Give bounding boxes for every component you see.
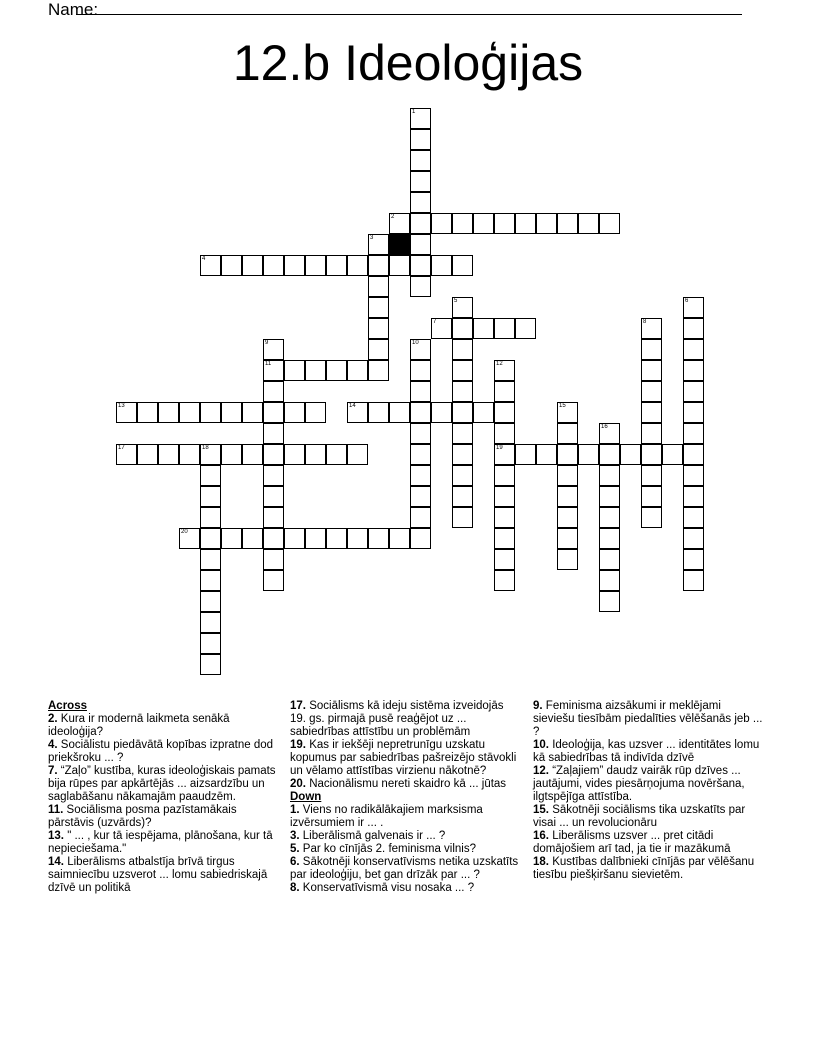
grid-cell[interactable] (263, 528, 284, 549)
across-clue: 20. Nacionālismu nereti skaidro kā ... jūtas (290, 778, 507, 790)
grid-cell[interactable] (410, 339, 431, 360)
grid-cell[interactable] (242, 528, 263, 549)
grid-cell[interactable] (263, 570, 284, 591)
grid-cell[interactable] (599, 486, 620, 507)
across-clue: 2. Kura ir modernā laikmeta senākā ideoloģija? (48, 713, 230, 738)
name-label: Name: (48, 0, 99, 19)
grid-cell[interactable] (263, 486, 284, 507)
grid-cell[interactable] (200, 507, 221, 528)
clue-number: 16 (601, 424, 608, 430)
grid-cell[interactable] (410, 108, 431, 129)
grid-cell[interactable] (263, 339, 284, 360)
grid-cell[interactable] (410, 381, 431, 402)
grid-cell[interactable] (641, 381, 662, 402)
grid-cell[interactable] (494, 381, 515, 402)
grid-cell[interactable] (368, 276, 389, 297)
grid-cell[interactable] (683, 444, 704, 465)
grid-cell[interactable] (641, 465, 662, 486)
grid-cell[interactable] (389, 213, 410, 234)
grid-cell[interactable] (410, 465, 431, 486)
grid-cell[interactable] (368, 318, 389, 339)
grid-cell[interactable] (263, 255, 284, 276)
grid-cell[interactable] (137, 444, 158, 465)
grid-cell[interactable] (452, 360, 473, 381)
grid-cell[interactable] (641, 339, 662, 360)
grid-cell[interactable] (263, 402, 284, 423)
clue-column-2 (290, 700, 522, 895)
grid-cell[interactable] (683, 360, 704, 381)
grid-cell[interactable] (599, 444, 620, 465)
grid-cell[interactable] (452, 213, 473, 234)
grid-cell[interactable] (242, 444, 263, 465)
grid-cell[interactable] (431, 255, 452, 276)
grid-cell[interactable] (179, 444, 200, 465)
grid-cell[interactable] (368, 255, 389, 276)
down-clue: 8. Konservatīvismā visu nosaka ... ? (290, 882, 475, 894)
grid-cell[interactable] (179, 402, 200, 423)
grid-cell[interactable] (536, 444, 557, 465)
grid-cell[interactable] (641, 318, 662, 339)
grid-cell[interactable] (515, 213, 536, 234)
clue-number: 14 (349, 403, 356, 409)
grid-cell[interactable] (515, 318, 536, 339)
grid-cell[interactable] (599, 213, 620, 234)
grid-cell[interactable] (557, 549, 578, 570)
grid-cell[interactable] (116, 444, 137, 465)
grid-cell[interactable] (557, 507, 578, 528)
clue-number: 2 (391, 214, 395, 220)
grid-cell[interactable] (494, 318, 515, 339)
grid-cell[interactable] (326, 528, 347, 549)
grid-cell[interactable] (641, 444, 662, 465)
grid-cell[interactable] (599, 465, 620, 486)
clue-number: 19 (496, 445, 503, 451)
grid-cell[interactable] (305, 528, 326, 549)
grid-cell[interactable] (200, 570, 221, 591)
down-clue: 6. Sākotnēji konservatīvisms netika uzskatīts par ideoloģiju, bet gan drīzāk par ... ? (290, 856, 519, 881)
grid-cell[interactable] (368, 339, 389, 360)
clue-number: 1 (412, 109, 416, 115)
grid-cell[interactable] (410, 423, 431, 444)
grid-cell[interactable] (410, 486, 431, 507)
grid-cell[interactable] (263, 423, 284, 444)
grid-cell[interactable] (599, 507, 620, 528)
clue-number: 4 (202, 256, 206, 262)
grid-cell[interactable] (536, 213, 557, 234)
grid-cell[interactable] (557, 465, 578, 486)
grid-cell[interactable] (494, 402, 515, 423)
grid-cell[interactable] (200, 528, 221, 549)
grid-cell[interactable] (452, 297, 473, 318)
grid-cell[interactable] (263, 381, 284, 402)
grid-cell[interactable] (368, 360, 389, 381)
grid-cell[interactable] (641, 423, 662, 444)
clue-number: 8 (643, 319, 647, 325)
grid-cell[interactable] (200, 255, 221, 276)
grid-cell[interactable] (494, 528, 515, 549)
grid-cell[interactable] (599, 528, 620, 549)
grid-cell[interactable] (683, 465, 704, 486)
grid-cell[interactable] (368, 297, 389, 318)
clue-number: 11 (265, 361, 272, 367)
clue-number: 12 (496, 361, 503, 367)
across-heading: Across (48, 700, 87, 712)
grid-cell[interactable] (683, 297, 704, 318)
grid-cell[interactable] (410, 150, 431, 171)
down-clue: 1. Viens no radikālākajiem marksisma izvērsumiem ir ... . (290, 804, 483, 829)
grid-cell[interactable] (431, 318, 452, 339)
grid-cell[interactable] (263, 465, 284, 486)
down-clue: 16. Liberālisms uzsver ... pret citādi domājošiem arī tad, ja tie ir mazākumā (533, 830, 731, 855)
grid-cell[interactable] (200, 633, 221, 654)
grid-cell[interactable] (158, 402, 179, 423)
grid-cell[interactable] (494, 213, 515, 234)
grid-cell[interactable] (410, 171, 431, 192)
across-clue: 17. Sociālisms kā ideju sistēma izveidojās 19. gs. pirmajā pusē reaģējot uz ... sabiedrības attīstību un problēmām (290, 700, 504, 738)
across-clue: 11. Sociālisma posma pazīstamākais pārstāvis (uzvārds)? (48, 804, 237, 829)
grid-cell[interactable] (641, 402, 662, 423)
grid-cell[interactable] (557, 444, 578, 465)
grid-cell[interactable] (305, 360, 326, 381)
grid-cell[interactable] (557, 402, 578, 423)
grid-cell[interactable] (641, 507, 662, 528)
down-clue: 15. Sākotnēji sociālisms tika uzskatīts par visai ... un revolucionāru (533, 804, 746, 829)
grid-cell[interactable] (263, 507, 284, 528)
grid-cell[interactable] (221, 444, 242, 465)
grid-cell[interactable] (452, 444, 473, 465)
grid-cell[interactable] (494, 549, 515, 570)
grid-cell[interactable] (389, 402, 410, 423)
grid-cell[interactable] (452, 381, 473, 402)
page-title: 12.b Ideoloģijas (232, 35, 584, 91)
grid-cell[interactable] (200, 549, 221, 570)
grid-cell[interactable] (179, 528, 200, 549)
grid-cell[interactable] (452, 255, 473, 276)
grid-cell[interactable] (221, 402, 242, 423)
grid-cell[interactable] (494, 423, 515, 444)
across-clue: 14. Liberālisms atbalstīja brīvā tirgus saimniecību uzsverot ... lomu sabiedriskajā dzīvē un politikā (48, 856, 268, 894)
grid-cell[interactable] (473, 318, 494, 339)
clue-number: 9 (265, 340, 269, 346)
down-clue: 12. “Zaļajiem” daudz vairāk rūp dzīves ... jautājumi, vides piesārņojuma novēršana, ilgtspējīga attīstība. (533, 765, 745, 803)
grid-cell[interactable] (284, 528, 305, 549)
grid-cell[interactable] (599, 570, 620, 591)
grid-cell[interactable] (137, 402, 158, 423)
grid-cell[interactable] (347, 528, 368, 549)
clue-number: 10 (412, 340, 419, 346)
grid-cell[interactable] (578, 444, 599, 465)
grid-cell[interactable] (200, 591, 221, 612)
grid-cell[interactable] (452, 402, 473, 423)
grid-cell[interactable] (599, 423, 620, 444)
grid-cell[interactable] (347, 444, 368, 465)
grid-cell[interactable] (284, 255, 305, 276)
grid-cell[interactable] (242, 402, 263, 423)
grid-cell[interactable] (410, 255, 431, 276)
grid-cell[interactable] (683, 549, 704, 570)
grid-cell[interactable] (662, 444, 683, 465)
grid-cell[interactable] (389, 255, 410, 276)
clue-number: 17 (118, 445, 125, 451)
grid-cell[interactable] (557, 486, 578, 507)
grid-cell[interactable] (431, 213, 452, 234)
grid-cell[interactable] (683, 570, 704, 591)
grid-block (389, 234, 410, 255)
across-clue: 7. “Zaļo” kustība, kuras ideoloģiskais pamats bija rūpes par apkārtējās ... aizsardzību un saglabāšanu nākamajām paaudzēm. (48, 765, 276, 803)
grid-cell[interactable] (683, 381, 704, 402)
grid-cell[interactable] (494, 444, 515, 465)
down-clue: 5. Par ko cīnījās 2. feminisma vilnis? (290, 843, 476, 855)
clue-number: 18 (202, 445, 209, 451)
grid-cell[interactable] (410, 528, 431, 549)
grid-cell[interactable] (599, 549, 620, 570)
grid-cell[interactable] (410, 276, 431, 297)
grid-cell[interactable] (452, 507, 473, 528)
down-clue: 18. Kustības dalībnieki cīnījās par vēlēšanu tiesību piešķiršanu sievietēm. (533, 856, 755, 881)
clue-number: 5 (454, 298, 458, 304)
grid-cell[interactable] (200, 402, 221, 423)
grid-cell[interactable] (515, 444, 536, 465)
grid-cell[interactable] (410, 444, 431, 465)
clue-number: 20 (181, 529, 188, 535)
grid-cell[interactable] (683, 486, 704, 507)
grid-cell[interactable] (452, 318, 473, 339)
down-heading: Down (290, 791, 322, 803)
grid-cell[interactable] (221, 528, 242, 549)
grid-cell[interactable] (263, 549, 284, 570)
across-clue: 4. Sociālistu piedāvātā kopības izpratne dod priekšroku ... ? (48, 739, 274, 764)
grid-cell[interactable] (452, 339, 473, 360)
grid-cell[interactable] (683, 318, 704, 339)
grid-cell[interactable] (683, 423, 704, 444)
grid-cell[interactable] (368, 234, 389, 255)
grid-cell[interactable] (200, 654, 221, 675)
grid-cell[interactable] (326, 360, 347, 381)
grid-cell[interactable] (578, 213, 599, 234)
down-clue: 9. Feminisma aizsākumi ir meklējami sieviešu tiesībām piedalīties vēlēšanās jeb ... ? (533, 700, 763, 738)
grid-cell[interactable] (326, 444, 347, 465)
grid-cell[interactable] (263, 444, 284, 465)
grid-cell[interactable] (221, 255, 242, 276)
clue-column-1 (48, 700, 280, 895)
grid-cell[interactable] (305, 255, 326, 276)
grid-cell[interactable] (494, 360, 515, 381)
grid-cell[interactable] (683, 402, 704, 423)
clue-number: 15 (559, 403, 566, 409)
grid-cell[interactable] (200, 486, 221, 507)
grid-cell[interactable] (599, 591, 620, 612)
grid-cell[interactable] (494, 507, 515, 528)
across-clue: 13. " ... , kur tā iespējama, plānošana, kur tā nepieciešama." (48, 830, 273, 855)
grid-cell[interactable] (284, 402, 305, 423)
grid-cell[interactable] (242, 255, 263, 276)
grid-cell[interactable] (452, 486, 473, 507)
grid-cell[interactable] (410, 129, 431, 150)
grid-cell[interactable] (200, 612, 221, 633)
grid-cell[interactable] (263, 360, 284, 381)
grid-cell[interactable] (557, 213, 578, 234)
grid-cell[interactable] (557, 528, 578, 549)
grid-cell[interactable] (452, 465, 473, 486)
grid-cell[interactable] (116, 402, 137, 423)
grid-cell[interactable] (368, 528, 389, 549)
grid-cell[interactable] (410, 213, 431, 234)
grid-cell[interactable] (641, 360, 662, 381)
grid-cell[interactable] (683, 339, 704, 360)
grid-cell[interactable] (284, 360, 305, 381)
grid-cell[interactable] (200, 444, 221, 465)
grid-cell[interactable] (410, 507, 431, 528)
grid-cell[interactable] (494, 465, 515, 486)
grid-cell[interactable] (473, 213, 494, 234)
grid-cell[interactable] (494, 486, 515, 507)
clue-number: 13 (118, 403, 125, 409)
down-clue: 3. Liberālismā galvenais ir ... ? (290, 830, 446, 842)
grid-cell[interactable] (305, 402, 326, 423)
grid-cell[interactable] (158, 444, 179, 465)
grid-cell[interactable] (326, 255, 347, 276)
grid-cell[interactable] (557, 423, 578, 444)
grid-cell[interactable] (284, 444, 305, 465)
grid-cell[interactable] (641, 486, 662, 507)
grid-cell[interactable] (347, 402, 368, 423)
grid-cell[interactable] (368, 402, 389, 423)
grid-cell[interactable] (473, 402, 494, 423)
grid-cell[interactable] (200, 465, 221, 486)
grid-cell[interactable] (410, 234, 431, 255)
down-clue: 10. Ideoloģija, kas uzsver ... identitātes lomu kā sabiedrības tā indivīda dzīvē (533, 739, 760, 764)
clue-column-3 (533, 700, 765, 882)
clue-number: 7 (433, 319, 437, 325)
clue-number: 3 (370, 235, 374, 241)
grid-cell[interactable] (410, 360, 431, 381)
across-clue: 19. Kas ir iekšēji nepretrunīgu uzskatu kopumus par sabiedrības pašreizējo stāvokli un vēlamo attīstības virzienu nākotnē? (290, 739, 517, 777)
grid-cell[interactable] (620, 444, 641, 465)
grid-cell[interactable] (305, 444, 326, 465)
grid-cell[interactable] (389, 528, 410, 549)
grid-cell[interactable] (494, 570, 515, 591)
grid-cell[interactable] (452, 423, 473, 444)
grid-cell[interactable] (683, 528, 704, 549)
grid-cell[interactable] (347, 255, 368, 276)
clue-number: 6 (685, 298, 689, 304)
grid-cell[interactable] (410, 192, 431, 213)
grid-cell[interactable] (347, 360, 368, 381)
grid-cell[interactable] (683, 507, 704, 528)
grid-cell[interactable] (410, 402, 431, 423)
grid-cell[interactable] (431, 402, 452, 423)
